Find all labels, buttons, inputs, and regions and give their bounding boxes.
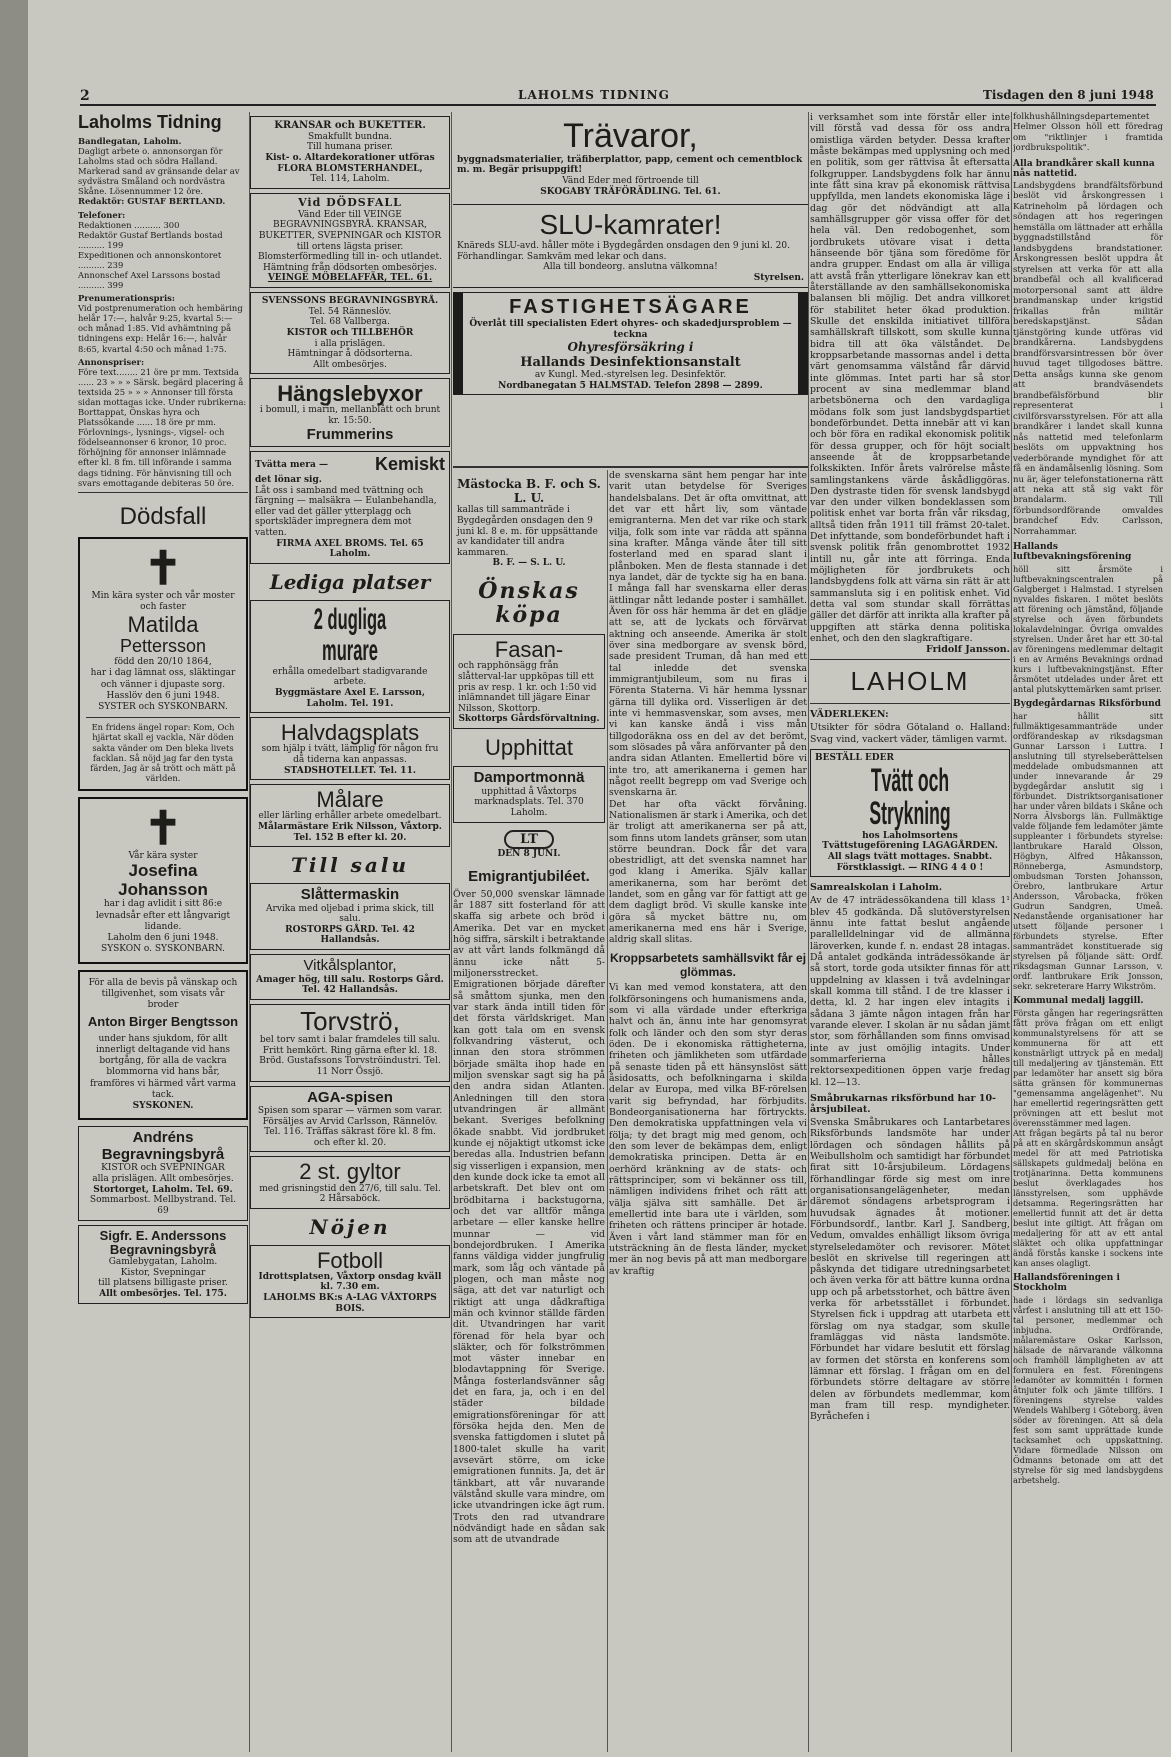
masthead-editor: Redaktör: GUSTAF BERTLAND.	[78, 196, 226, 207]
fastighet-text: Överlåt till specialisten Edert ohyres- och skadedjursproblem — tecknа	[469, 319, 792, 340]
damport-title: Damportmonnä	[473, 769, 585, 787]
fasan-text: och rapphönsägg från slåtterval-lar uppköpas till ett pris av resp. 1 kr. och 1:50 vid inlämnandet till jägare Einar Nilsson, Skottorp.	[458, 661, 597, 714]
kemiskt-c: det lönar sig.	[255, 474, 322, 485]
upphittat-title: Upphittat	[484, 735, 574, 761]
thanks-notice	[78, 970, 248, 1121]
annons-text: Före text........ 21 öre pr mm. Textsida ...... 23 » » » Särsk. begärd placering å textsida 25 » » » Annonser till första sidan mottagas icke. Under rubrikerna: Borttappat, Önskas hyra och Platssökande ...... 18 öre pr mm. Förlovnings-, lysnings-, vigsel- och födelseannonser 6 kronor, 10 proc. förhöjning för annonser inlämnade efter kl. 8 fm. till införande i samma dags tidning. För hänvisning till och svars emottagande debiteras 50 öre.	[78, 366, 247, 488]
fotboll-sign: LAHOLMS BK:s A-LAG VÅXTORPS BOIS.	[263, 1293, 437, 1314]
thanks-name: Anton Birger Bengtsson	[87, 1014, 239, 1030]
column-3-top	[453, 112, 808, 468]
column-4	[609, 470, 807, 1752]
divider	[810, 703, 1010, 704]
gyltor-ad	[250, 1156, 450, 1208]
halvdag-text: som hjälp i tvätt, lämplig för någon fru då tiderna kan anpassas.	[261, 744, 439, 765]
kropps-sign: Fridolf Jansson.	[926, 644, 1010, 656]
nojen-title: Nöjen	[309, 1214, 391, 1239]
hangsle-line: i bomull, i marin, mellanblått och brunt kr. 15:50.	[259, 405, 441, 427]
lediga-heading	[250, 568, 450, 596]
veinge-ad	[250, 193, 450, 288]
murare-text: erhålla omedelbart stadigvarande arbete.	[272, 666, 428, 688]
telefon-3: Expeditionen och annonskontoret .......... 239	[78, 249, 222, 270]
slu-title: SLU-kamrater!	[539, 209, 722, 241]
hangsle-brand: Frummerins	[306, 425, 394, 443]
vitkal-ad	[250, 954, 450, 1000]
malare-sign: Målarmästare Erik Nilsson, Våxtorp. Tel. 152 B efter kl. 20.	[258, 821, 442, 843]
fotboll-ad	[250, 1245, 450, 1319]
andrens-line: KISTOR och SVEPNINGAR	[101, 1163, 225, 1174]
fastighet-firm: Hallands Desinfektionsanstalt	[520, 354, 741, 370]
veinge-title: Vid DÖDSFALL	[298, 195, 402, 209]
veinge-foot: VEINGE MÖBELAFFÄR, TEL. 61.	[267, 273, 433, 284]
svenssons-line: Allt ombesörjes.	[313, 359, 387, 370]
sigfr-line: Gamlebygatan, Laholm.	[108, 1257, 218, 1268]
death-notice-sign: SYSKON o. SYSKONBARN.	[101, 944, 225, 955]
andrens-line: Stortorget, Laholm. Tel. 69.	[93, 1184, 233, 1195]
svenssons-line: Tel. 54 Ränneslöv.	[308, 306, 392, 317]
tvatt-ad	[810, 749, 1010, 877]
newspaper-page	[28, 0, 1171, 1757]
kransar-line: Tel. 114, Laholm.	[310, 174, 390, 185]
fastighet-ad	[453, 292, 808, 396]
kropps-cont: i verksamhet som inte förstår eller inte vill förstå vad dessa för oss andra omistliga värden betyder. Dessa krafter måste bekämpas med upplysning och med en politik, som ger rättvisa åt eftersatta folkgrupper. Landsbygdens folk har ännu inte fått sina krav på ekonomisk rättvisa uppfyllda, men landets ekonomiska läge i dag gör det nödvändigt att alla samhällsgrupper gör vissa offer för det hela väl. Den redobogenhet, som jordbrukets utövare visat i detta hänseende bör tjäna som föredöme för andra grupper. Endast om alla är villiga att avstå från ytterligare lönekrav kan ett återställande av den samhällsekonomiska balansen bli möjlig. Det andra villkoret för stabilitet heter ökad produktion. Skulle det enskilda initiativet tillföra samhällskraft tillskott, som skulle kunna bidra till att öka välståndet. De kroppsarbetande massornas andel i detta värt genomsamma välstånd får därvid inte glömmas. Intet parti har så stor procent av sina medlemmar bland arbetsbönerna och den vardagliga mödans folk som just landsbygdspartiet bondeförbundet. Detta innebär att vi kan och bör föra en radikal ekonomisk politik för dessa grupper, och för höjt socialt anseende åt de kroppsarbetande folkskikten. Inför årets valrörelse måste samlingstankens värde åskådliggöras. Den dystraste tiden för svensk landsbygd var den under vilken bondeklassen som politisk enhet var borta från vår riksdag, alltså tiden från 1911 till främst 20-talet. Det infyttande, som bondeförbundet haft i svensk politik från genombrottet 1932 intill nu, går inte att förringa. Enda möjligheten för jordbrukets och landsbygdens folk att värna sin rätt är att sammansluta sig i en politisk enhet. Vid detta val som stundar skall förrättas gäller det därför att inrikta alla krafter på uppgiften att stärka denna politiska enhet, och den den slagkraftigare.	[810, 112, 1010, 645]
col6-text4: har hållit sitt fullmäktigesammanträde under ordförandeskap av riksdagsman Gunnar Larsson i Luttra. I anslutning till styrelseberättelsen meddelade ombudsmannen att under innevarande år 29 bygdegårdar anslutit sig i förbundet. Distriktsorganisationer har under våren bildats i Skåne och Norra Älvsborgs län. Fullmäktige valde följande fem ledamöter jämte suppleanter i förbundets styrelse: lantbrukare Harald Olsson, Högbyn, Alfred Håkansson, Rönneberga, Asmundstorp, ombudsman Torsten Johansson, Örebro, lantbrukare Artur Andersson, Vårobacka, fröken Gudrun Sandgren, Umeå. Nedanstående organisationer har utsett följande personer i förbundets styrelse. Efter sammanträdet konstituerade sig styrelsen på följande sätt: Ordf. riksdagsman Gunnar Larsson, v. ordf. lantbrukare Erik Jonsson, sekr. sekreterare Harry Wikström.	[1013, 711, 1163, 992]
col6-head5: Hallandsföreningen i Stockholm	[1013, 1273, 1120, 1294]
aga-ad	[250, 1086, 450, 1153]
travaror-title: Trävaror,	[563, 117, 698, 155]
gyltor-title: 2 st. gyltor	[299, 1159, 401, 1185]
travaror-text: byggnadsmaterialier, träfiberplattor, papp, cement och cementblock m. m. Begär prisuppgift!	[457, 154, 803, 176]
malare-title: Målare	[316, 787, 384, 813]
death-notice-name: Matilda	[127, 612, 199, 638]
travaror-l2: Vänd Eder med förtroende till	[562, 175, 699, 186]
nojen-heading	[250, 1213, 450, 1241]
col6-text1: folkhushållningsdepartementet Helmer Olsson höll ett föredrag om "riktlinjer i framtida jordbrukspolitik".	[1013, 112, 1163, 154]
slatter-sign: ROSTORPS GÅRD. Tel. 42 Hallandsås.	[285, 924, 415, 946]
lediga-title: Lediga platser	[269, 569, 431, 594]
fastighet-ital: Ohyresförsäkring i	[567, 340, 694, 355]
divider	[810, 659, 1010, 660]
issue-date: Tisdagen den 8 juni 1948	[983, 88, 1154, 102]
murare-title: 2 dugliga murare	[313, 602, 387, 668]
page-number: 2	[80, 88, 90, 104]
divider	[78, 492, 248, 493]
sigfr-line: Allt ombesörjes. Tel. 175.	[99, 1288, 227, 1299]
masthead-desc: Dagligt arbete o. annonsorgan för Laholms stad och södra Halland. Markerad sand av gränsande delar av sydvästra Småland och nordvästra Skåne. Lösennummer 12 öre.	[78, 146, 240, 197]
kropps-heading: Kroppsarbetets samhällsvikt får ej glömmas.	[609, 950, 807, 979]
telefoner-label: Telefoner:	[78, 209, 126, 220]
mastocka-title: Mästocka B. F. och S. L. U.	[457, 477, 601, 506]
thanks-top: För alla de bevis på vänskap och tillgivenhet, som visats vår broder	[88, 977, 238, 1011]
col6-text7: hade i lördags sin sedvanliga vårfest i anslutning till att ett 150-tal personer, medlemmar och inbjudna. Ordförande, målaremästare Oskar Karlsson, hälsade de närvarande välkomna och framhöll lämpligheten av att formulera en fest. Föreningens ledamöter av kommittén i formen åtnjuter folk och jämte tillförs. I föreningens styrelse valdes Wendels Wahlberg i Göteborg, även söder av föreningen. Att så dela fest som samt upprättade kunde tacksamhet och uppskattning. Vidare förmedlade Nilsson om Ödmanns betonade om att det styrelse för sig med landsbygdens arbetshelg.	[1013, 1295, 1163, 1486]
svenssons-line: KISTOR och TILLBEHÖR	[286, 327, 414, 338]
death-notice-matilda	[78, 537, 248, 791]
slu-sign: Styrelsen.	[753, 272, 804, 283]
kemiskt-ad	[250, 451, 450, 564]
tvatt-title: Tvätt och Strykning	[869, 761, 951, 832]
veinge-text: Vänd Eder till VEINGE BEGRAVNINGSBYRÅ. KRANSAR, BUKETTER, SVEPNINGAR och KISTOR till ortens lägsta priser. Blomsterförmedling till in- och utlandet. Hämtning från dödsorten ombesörjes.	[258, 209, 442, 273]
laholm-heading: LAHOLM	[850, 666, 970, 697]
cross-icon: ✝	[143, 540, 183, 595]
kransar-title: KRANSAR och BUKETTER.	[274, 120, 426, 131]
lt-date: DEN 8 JUNI.	[497, 848, 561, 859]
emigrant-cont-1: de svenskarna sänt hem pengar har inte varit utan betydelse för Sveriges handelsbalans. Det är ofta omvittnat, att det var ett hårt liv, som väntade emigranterna. Men det var rike och stark vilja, folk som inte var rädda att spänna sina krafter. Många vände åter till sitt fosterland med en sparad slant i plånboken. Men de flesta stannade i det nya landet, där de tyckte sig ha en bana. I många fall har svenskarna eller deras ättlingar nått ledande poster i samhället. Även för oss här hemma är det en glädje att se, att de lyckats och förvärvat aktning och anseende. Amerika är stolt över sina medborgare av svensk börd, sade president Truman, då han med ett tal inledde det svenska immigrantjubileum, som nu firas i Förenta Staterna. Vi här hemma lyssnar gärna till dylika ord. Visserligen är det inte vi hemmasvenskar, som avses, men vi kan kanske ändå i viss mån tillgodoräkna oss en del av det berömt, som slösades på våra anförvanter på den andra sidan Atlanten. Emellertid böre vi inte tro, att amerikanerna i gemen har något reellt begrepp om vad Sverige och svenskarna är.	[609, 470, 807, 799]
murare-sign: Byggmästare Axel E. Larsson, Laholm. Tel. 191.	[275, 688, 425, 709]
upphittat-heading	[453, 733, 605, 762]
death-notice-top: Min kära syster och vår moster och faster	[91, 590, 235, 612]
fastighet-title: FASTIGHETSÄGARE	[509, 295, 752, 318]
paper-name: LAHOLMS TIDNING	[518, 88, 670, 102]
tvatt-text: hos Laholmsortens Tvättstugeförening LAGAGÅRDEN. All slags tvätt mottages. Snabbt. Förstklassigt. — RING 4 4 0 !	[822, 830, 998, 873]
smabr-text: Svenska Småbrukares och Lantarbetares Riksförbunds landsmöte har under lördagen och söndagen hållits på Weibullsholm och samtidigt har förbundet firat sitt 10-årsjubileum. Lördagens förhandlingar förde sig mest om inre organisationsangelägenheter, medan däremot söndagens arbetsprogram i huvudsak ägnades åt motioner. Förbundsordf., lantbr. Karl J. Sandberg, Vedum, omvaldes enhälligt liksom övriga styrelseledamöter och revisorer. Mötet beslöt en skrivelse till regeringen att påskynda det tidigare utredningsarbetet och även verka för att bättre kunna ordna upp och på arbetsstorhet, och bättre även verka för arbetsstället i förbundet. Styrelsen fick i uppdrag att utarbeta ett förslag om nya stadgar, som skulle framläggas vid nästa landsmöte. Förbundet har vidare beslutit ett förslag av formen det största en konferens som lämnar ett förslag. I frågan om en del förbundets större deltagare av större delen av förbundets medlemmar, kom man fram till resp. myndigheter. Byråchefen i	[810, 1116, 1010, 1423]
andrens-line: alla prislägen. Allt ombesörjes.	[92, 1174, 234, 1185]
tillsalu-title: Till salu	[291, 853, 409, 878]
vader-text: Utsikter för södra Götaland o. Halland: Svag vind, vackert väder, tämligen varmt.	[810, 722, 1010, 745]
slatter-title: Slåttermaskin	[300, 886, 400, 904]
andrens-line: Sommarbost. Mellbystrand. Tel. 69	[89, 1195, 237, 1216]
masthead-title: Laholms Tidning	[78, 112, 222, 132]
slu-ad	[453, 204, 808, 287]
tvatt-top: BESTÄLL EDER	[815, 753, 894, 764]
svenssons-line: i alla prislägen.	[314, 338, 386, 349]
pren-label: Prenumerationspris:	[78, 293, 175, 304]
fotboll-text: Idrottsplatsen, Våxtorp onsdag kväll kl. 7.30 em.	[258, 1271, 442, 1293]
column-2	[250, 112, 450, 1322]
fastighet-sign: Nordbanegatan 5 HALMSTAD. Telefon 2898 — 2899.	[498, 380, 763, 391]
samreal-text: Av de 47 inträdessökandena till klass 1¹ blev 45 godkända. Då slutöverstyrelsen ännu inte fattat beslut angående parallelldelningar vid de allmänna läroverken, kunde f. n. endast 28 intagas. Då antalet godkända inträdessökande är så stort, torde goda utsikter finnas för att uppdelning av klassen i två avdelningar skall komma till stånd. I de tre klasser i detta, kl. 2 har ingen elev intagits i sådana 3 jämte någon intagen från har varande elever. I skolan är nu sådan jämt stor, som förhållanden som finns omvisad inte av just omöjlig intagits. Under sommarferierna hålles rektorsexpeditionen öppen varje fredag kl. 12—13.	[810, 895, 1010, 1088]
aga-title: AGA-spisen	[307, 1088, 393, 1106]
andrens-title: Andréns Begravningsbyrå	[101, 1129, 225, 1163]
thanks-text: under hans sjukdom, för allt innerligt deltagande vid hans bortgång, för alla de vackra blommorna vid hans bår, framföres vi härmed vårt varma tack.	[89, 1033, 237, 1100]
hangsle-ad	[250, 378, 450, 447]
vitkal-text: Amager hög, till salu. Rostorps Gård. Tel. 42 Hallandsås.	[256, 974, 444, 996]
fasan-sign: Skottorps Gårdsförvaltning.	[458, 714, 600, 725]
death-notice-josefina	[78, 797, 248, 964]
gyltor-text: med grisningstid den 27/6, till salu. Tel. 2 Hårsaböck.	[259, 1183, 441, 1205]
travaror-sign: SKOGABY TRÄFÖRÄDLING. Tel. 61.	[540, 186, 721, 197]
hangsle-title: Hängslebyxor	[277, 381, 423, 407]
death-notice-top: Vår kära syster	[128, 850, 198, 861]
svenssons-ad	[250, 292, 450, 374]
death-notice-date: Hasslöv den 6 juni 1948.	[106, 690, 220, 701]
death-notice-date: Laholm den 6 juni 1948.	[107, 933, 219, 944]
emigrant-cont-2: Det har ofta väckt förvåning. Nationalismen är stark i Amerika, och det är troligt att amerikanerna ser på att, som finns utom landets gränser, som utan större beundran. Dock får det vara obestridligt, att det svenska namnet har god klang i Amerika. Själv kallar amerikanerna, som har berömt det landet, som en gång var för fattigt att ge dem dagligt bröd. Vi skulle kanske inte göra så mycket bättre nu, om amerikanerna med ens här i Sverige, aldrig skall slitas.	[609, 798, 807, 946]
damport-ad	[453, 766, 605, 822]
mastocka-text: kallas till sammanträde i Bygdegården onsdagen den 9 juni kl. 8 e. m. för uppsättande av kandidater till andra kammaren.	[457, 505, 598, 558]
column-6	[1013, 112, 1163, 1752]
kemiskt-sign: FIRMA AXEL BROMS. Tel. 65 Laholm.	[276, 538, 424, 560]
col6-text6: Att frågan begärts på tal nu beror på att en skärgårdskommun ansågt medel för att med Patriotiska sällskapets guldmedalj belöna en trotjänarinna. Detta kommunens beslut överklagades hos länsstyrelsen, som upphävde detsamma. Regeringsrätten har emellertid funnit att det är detta beslut inte giltigt. Att frågan om medaljering för att av ett antal släktet och olika uppfattningar ändå förstås kanske i sockens inte kan anses olagligt.	[1013, 1128, 1163, 1269]
kransar-line: FLORA BLOMSTERHANDEL,	[277, 163, 423, 174]
fasan-ad	[453, 634, 605, 729]
death-notice-text: har i dag lämnat oss, släktingar och vänner i djupaste sorg.	[90, 668, 236, 690]
telefon-1: Redaktionen .......... 300	[78, 219, 180, 230]
death-notice-surname: Pettersson	[119, 636, 207, 657]
damport-text: upphittad å Våxtorps marknadsplats. Tel. 370 Laholm.	[474, 786, 584, 818]
kropps-text: Vi kan med vemod konstatera, att den folkförsoningens och humanismens anda, som vi alla värdade under efterkriga halvt och än, ännu inte har genomsyrat folk och länder och den som styr deras öden. De i ekonomiska rättigheterna, friheten och jämlikheten som utfärdade på senaste tiden på ett hänsynslöst sätt åsidosatts, och befolkningarna i skilda delar av Europa, med vilka BF-rörelsen varit sig befryndad, har förbjudits. Bondeorganisationerna har förtryckts. Den demokratiska uppfattningen vela vi följa; ty det bragt mig med genom, och den som lever de bekämpas dem, enligt demokratiska principen. Detta är en oerhörd kränkning av de stats- och rättsprinciper, som vi bekänner oss till, nämligen individens frihet och rätt att välja själva sitt samhälle. Det är emellertid inte bara ute i världen, som friheten och rättens principer är hotade. Även i vårt land stämmer man för en utsträckning än de flesta länder, mycket mer än nog bevis på att man medborgare av kraftig	[609, 982, 807, 1277]
slu-text: Knäreds SLU-avd. håller möte i Bygdegården onsdagen den 9 juni kl. 20. Förhandlingar. Samkväm med lekar och dans.	[457, 241, 790, 262]
col6-head2: Hallands luftbevakningsförening	[1013, 542, 1132, 563]
emigrant-text: Över 50,000 svenskar lämnade år 1887 sitt fosterland för att skaffa sig arbete och bröd i Amerika. Det var en mycket hög siffra, särskilt i betraktande av att vårt lands folkmängd då ännu icke nått 5-miljonersstrecket. Emigrationen började därefter så småttom sjunka, men den var stark ända intill tiden för det första världskriget. Man kan gott tala om en svensk folkvandring västerut, och innan den stora strömmen började smälta ihop hade en miljon svenskar sagt sig ha på den andra sidan Atlanten. Anledningen till den stora utvandringen är allmänt bekant. Sveriges befolkning ökade snabbt. Vid jordbruket kunde ej nöjaktigt utkomst icke beredas alla. Industrien befann sig visserligen i expansion, men den kunde dock icke ta emot all arbetskraft. Det blev ont om brödbitarna i backstugorna, och det var alltför många arbetare — eller kanske hellre munnar — vid bondejordbruken. I Amerika fanns väldiga vidder jungfrulig mark, som låg och väntade på plogen, och man måste nog säga, att det var naturligt och riktigt att unga dådkraftiga män och kvinnor ställde färden dit. Utvandringen har varit förenad för hela byar och släkter, och för folkströmmen mot väster innebar en blodavtappning för Sverige. Många fosterlandsvänner såg det en fara, ja, och i en del städer bildade emigrationsföreningar för att försöka hejda den. Men de svenska fattigdomen i slutet på 1800-talet skulle ha varit avsevärt större, om icke emigrationen funnits. Ja, det är tänkbart, att vår nuvarande välstånd skulle vara mindre, om icke utvandringen icke ägt rum. Trots den rad utvandrare nödvändigt hade en sådan sak som att de utvandrade	[453, 888, 605, 1546]
mastocka-sign: B. F. — S. L. U.	[492, 558, 566, 569]
vader-label: VÄDERLEKEN:	[810, 709, 889, 721]
lt-heading	[453, 827, 605, 863]
lt-logo: LT	[504, 830, 554, 849]
malare-ad	[250, 784, 450, 847]
fastighet-l2: av Kungl. Med.-styrelsen leg. Desinfektör.	[534, 369, 727, 380]
slatter-text: Arvika med oljebad i prima skick, till salu.	[266, 903, 434, 925]
pren-text: Vid postprenumeration och hembäring helår 17:—, halvår 9:25, kvartal 5:— och månad 1:85. Vid avhämtning på tidningens exp: Helår 16:—, halvår 8:65, kvartal 4:50 och månad 1:75.	[78, 303, 243, 354]
death-notice-verse: En fridens ängel ropar: Kom, Och hjärtat skall ej vackla, När döden sakta vänder om Den bleka livets facklan. Så nöjd jag far den tysta färden, Jag är så trött och mätt på världen.	[90, 722, 236, 783]
kemiskt-a: Tvätta mera —	[255, 459, 328, 470]
kransar-ad	[250, 116, 450, 189]
col6-head4: Kommunal medalj laggill.	[1013, 996, 1144, 1007]
emigrant-heading: Emigrantjubiléet.	[468, 868, 590, 886]
col6-text3: höll sitt årsmöte i luftbevakningscentralen på Galgberget i Halmstad. I styrelsen nyvaldes fiskaren. I mötet beslöts att förening och jämstånd, följande styrelse och även förbundets lokalavdelningar. Övriga omvaldes styrelsen. Under året har ett 30-tal av föreningens medlemmar deltagit i en av Arméns Bevaknings ordnad kurs i luftbevakningstjänst. Efter årsmötet utdelades under året ett antal plutskyttemärken samt priser.	[1013, 564, 1163, 695]
masthead-address: Bandlegatan, Laholm.	[78, 136, 182, 146]
kemiskt-text: Låt oss i samband med tvättning och färgning — malsäkra — Eulanbehandla, eller vad det gäller ytterplagg och sportskläder impregnera dem mot vatten.	[255, 485, 437, 538]
sigfr-line: Kistor, Svepningar	[120, 1267, 206, 1278]
death-notice-name: Josefina Johansson	[118, 861, 208, 899]
slatter-ad	[250, 883, 450, 950]
thanks-sign: SYSKONEN.	[132, 1101, 194, 1112]
torv-ad	[250, 1004, 450, 1082]
murare-ad	[250, 600, 450, 713]
onskas-title: Önskas köpa	[478, 577, 580, 629]
dodsfall-heading: Dödsfall	[119, 502, 207, 530]
halvdag-ad	[250, 717, 450, 780]
svenssons-line: Hämtningar å dödsorterna.	[287, 349, 413, 360]
cross-icon: ✝	[143, 800, 183, 855]
tillsalu-heading	[250, 851, 450, 879]
torv-title: Torvströ,	[300, 1005, 400, 1036]
death-notice-sign: SYSTER och SYSKONBARN.	[98, 702, 228, 713]
travaror-ad	[453, 116, 808, 200]
column-5	[810, 112, 1010, 1752]
sigfr-line: till platsens billigaste priser.	[98, 1278, 228, 1289]
svenssons-title: SVENSSONS BEGRAVNINGSBYRÅ.	[261, 296, 439, 307]
header-rule	[80, 104, 1156, 106]
halvdag-title: Halvdagsplats	[280, 720, 420, 746]
kransar-line: Smakfullt bundna.	[307, 131, 393, 142]
svenssons-line: Tel. 68 Vallberga.	[310, 317, 390, 328]
mastocka-ad	[453, 474, 605, 572]
sigfr-title: Sigfr. E. Anderssons Begravningsbyrå	[99, 1227, 227, 1257]
aga-text: Spisen som sparar — värmen som varar. Försäljes av Arvid Carlsson, Rännelöv. Tel. 116. Träffas säkrast före kl. 8 fm. och efter kl. 20.	[257, 1106, 443, 1148]
column-1	[78, 112, 248, 1308]
malare-text: eller lärling erhåller arbete omedelbart.	[258, 811, 442, 822]
death-notice-text: har i dag avlidit i sitt 86:e levnadsår efter ett långvarigt lidande.	[95, 899, 231, 932]
kransar-line: Till humana priser.	[306, 142, 394, 153]
andrens-ad	[78, 1126, 248, 1220]
death-notice-born: född den 20/10 1864,	[114, 657, 212, 668]
samreal-label: Samrealskolan i Laholm.	[810, 882, 943, 894]
fotboll-title: Fotboll	[316, 1247, 384, 1273]
fasan-title: Fasan-	[494, 637, 564, 663]
onskas-heading	[453, 576, 605, 630]
kemiskt-b: Kemiskt	[374, 454, 445, 475]
col6-text2: Landsbygdens brandfältsförbund beslöt vid årskongressen i Katrineholm på lördagen och söndagen att hos regeringen hemställa om lättnader att erhålla byggnadstillstånd för landsbygdens brandstationer. Årskongressen beslöt uppdra åt styrelsen att verka för att alla brandbefäl och all kvalificerad motorpersonal samt att äldre brandmanskap under krigstid frikallas från militär beredskapstjänst. Sådan tjänstgöring kunde utföras vid brandkårerna. Landsbygdens brandförsvarsintressen bör över huvud taget tillgodoses bättre. Detta ansågs kunna ske genom att brandväsendets brandbefälsförbund blir representerat i civilförsvarsstyrelsen. För att alla brandkårer i landet skall kunna nås nattetid med telefonlarm beslöts om uppvaktning hos vederbörande myndighet för att få en ändamålsenlig lösning. Som nu är, äger telefonstationerna rätt att neka att stå sig vakt för brandalarm. Till förbundsordförande omvaldes brandchef Edv. Carlsson, Norrahammar.	[1013, 180, 1163, 537]
annons-label: Annonspriser:	[78, 356, 145, 367]
col6-text5: Första gången har regeringsrätten fått pröva frågan om ett enligt kommunalstyrelsens för att se kommunerna för att ett konstnärligt uttryck på en medalj till medaljering av tjänstemän. Ett par ledamöter har ansett sig böra sätta gränsen för kommunernas "gemensamma angelägenhet". Nu har emellertid regeringsrätten gett prövningen att ett beslut mot överensstämmer med lagen.	[1013, 1008, 1163, 1129]
halvdag-sign: STADSHOTELLET. Tel. 11.	[284, 765, 416, 776]
kransar-line: Kist- o. Altardekorationer utföras	[265, 153, 435, 164]
col6-head3: Bygdegårdarnas Riksförbund	[1013, 699, 1161, 710]
torv-text: bel torv samt i balar framdeles till salu. Fritt hemkört. Ring gärna efter kl. 18. Bröd. Gustafssons Torvströindustri. Tel. 11 Norr Össjö.	[259, 1035, 441, 1077]
telefon-4: Annonschef Axel Larssons bostad .......... 399	[78, 270, 221, 291]
column-3-lower	[453, 470, 605, 1752]
slu-l2: Alla till bondeorg. anslutna välkomna!	[543, 262, 718, 273]
sigfr-ad	[78, 1225, 248, 1304]
divider	[86, 717, 240, 718]
vitkal-title: Vitkålsplantor,	[303, 957, 397, 975]
smabr-label: Småbrukarnas riksförbund har 10-årsjubileat.	[810, 1092, 997, 1115]
telefon-2: Redaktör Gustaf Bertlands bostad .......... 199	[78, 229, 223, 250]
col6-head1: Alla brandkårer skall kunna nås nattetid.	[1013, 158, 1155, 179]
